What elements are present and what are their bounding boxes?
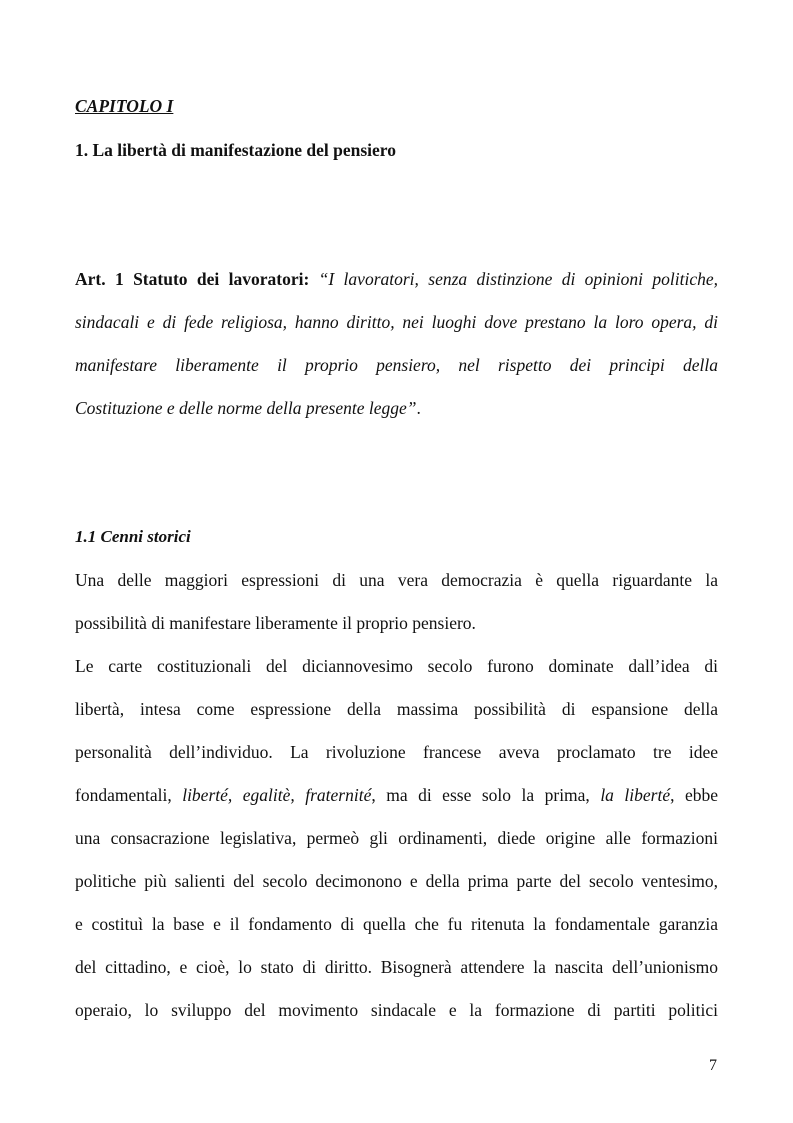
paragraph-2-line-1: Le carte costituzionali del diciannovesimo secolo furono dominate dall’idea di	[75, 656, 718, 676]
line-4-part-a: fondamentali,	[75, 785, 183, 805]
article-line-4	[75, 397, 718, 419]
paragraph-2-line-4	[75, 784, 718, 806]
paragraph-1-line-1: Una delle maggiori espressioni di una vera democrazia è quella riguardante la	[75, 570, 718, 590]
article-quote-line-2: sindacali e di fede religiosa, hanno diritto, nei luoghi dove prestano la loro opera, di	[75, 312, 718, 332]
paragraph-2-line-3: personalità dell’individuo. La rivoluzione francese aveva proclamato tre idee	[75, 742, 718, 762]
section-title: 1. La libertà di manifestazione del pensiero	[75, 140, 396, 160]
line-4-part-c: , ma di esse solo la prima,	[371, 785, 601, 805]
motto-italic: liberté, egalitè, fraternité	[182, 785, 372, 805]
article-quote-line-4: Costituzione e delle norme della presente legge”	[75, 398, 417, 418]
page-number: 7	[709, 1057, 717, 1074]
line-4-part-e: , ebbe	[670, 785, 719, 805]
article-quote-line-3: manifestare liberamente il proprio pensiero, nel rispetto dei principi della	[75, 355, 718, 375]
paragraph-2-line-5: una consacrazione legislativa, permeò gli ordinamenti, diede origine alle formazioni	[75, 828, 718, 848]
chapter-label: CAPITOLO I	[75, 96, 174, 116]
paragraph-2-line-6: politiche più salienti del secolo decimonono e della prima parte del secolo ventesimo,	[75, 871, 718, 891]
paragraph-1-line-2: possibilità di manifestare liberamente il proprio pensiero.	[75, 613, 476, 633]
article-quote-line-1: “I lavoratori, senza distinzione di opinioni politiche,	[318, 269, 718, 289]
article-label: Art. 1 Statuto dei lavoratori:	[75, 269, 310, 289]
paragraph-2-line-7: e costituì la base e il fondamento di quella che fu ritenuta la fondamentale garanzia	[75, 914, 718, 934]
paragraph-2-line-8: del cittadino, e cioè, lo stato di diritto. Bisognerà attendere la nascita dell’unionismo	[75, 957, 718, 977]
la-liberte-italic: la liberté	[600, 785, 671, 805]
paragraph-2-line-2: libertà, intesa come espressione della massima possibilità di espansione della	[75, 699, 718, 719]
subsection-title: 1.1 Cenni storici	[75, 527, 191, 546]
article-end-punct: .	[416, 398, 421, 418]
paragraph-2-line-9: operaio, lo sviluppo del movimento sindacale e la formazione di partiti politici	[75, 1000, 718, 1020]
article-line-1	[75, 268, 718, 290]
